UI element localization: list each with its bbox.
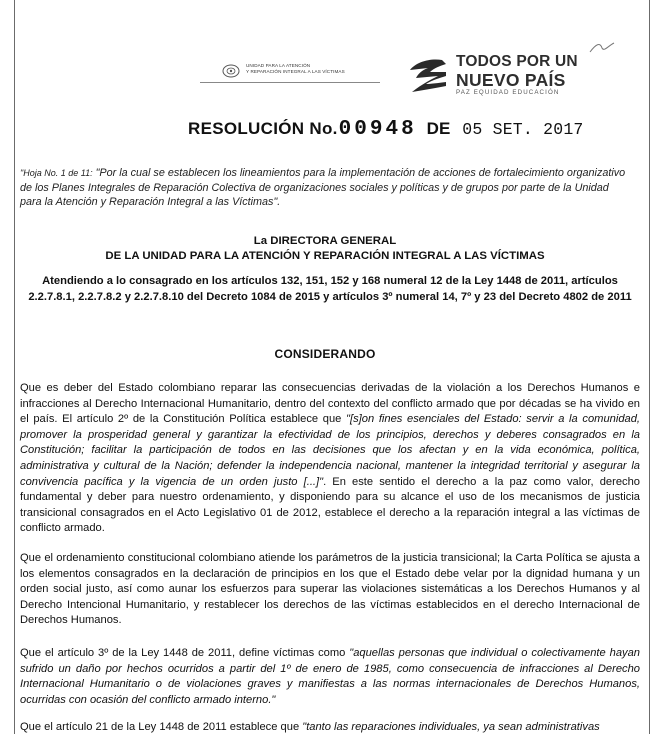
unit-logo-divider	[200, 82, 380, 83]
resolution-label: RESOLUCIÓN No.	[188, 119, 338, 138]
director-heading	[20, 234, 630, 264]
paragraph-4-quote: "tanto las reparaciones individuales, ya sean administrativas	[302, 721, 600, 733]
unit-logo	[200, 58, 390, 92]
gov-logo	[398, 48, 588, 98]
paragraph-2: Que el ordenamiento constitucional colombiano atiende los parámetros de la justicia transicional; la Carta Política se ajusta a los elementos consagrados en la declaración de principios en los que el Estado debe velar por la dignidad humana y un orden social justo, así como aunar los esfuerzos para superar las violaciones sistemáticas a los Derechos Humanos y al Derecho Intencional Humanitario, y restablecer los derechos de las víctimas establecidos en el derecho Internacional de Derechos Humanos.	[20, 552, 640, 627]
gov-logo-line2: NUEVO PAÍS	[456, 70, 566, 90]
considerando-heading: CONSIDERANDO	[274, 347, 376, 361]
page-reference-label: "Hoja No. 1 de 11:	[20, 168, 93, 178]
paragraph-3-quote: "aquellas personas que individual o colectivamente hayan sufrido un daño por hechos ocurridos a partir del 1º de enero de 1985, como consecuencia de infracciones al Derecho Internacional Humanitario o de violaciones graves y manifiestas a las normas internacionales de Derechos Humanos, ocurridas con ocasión del conflicto armado interno."	[20, 647, 640, 706]
unit-logo-text	[246, 63, 345, 74]
legal-basis: Atendiendo a lo consagrado en los artículos 132, 151, 152 y 168 numeral 12 de la Ley 1448 de 2011, artículos 2.2.7.8.1, 2.2.7.8.2 y 2.2.7.8.10 del Decreto 1084 de 2015 y artículos 3º numeral 14, 7º y 23 del Decreto 4802 de 2011	[28, 275, 632, 303]
resolution-date: 05 SET. 2017	[462, 120, 584, 139]
paragraph-4-text-a: Que el artículo 21 de la Ley 1448 de 2011 establece que	[20, 721, 303, 733]
paragraph-1-quote: "[s]on fines esenciales del Estado: servir a la comunidad, promover la prosperidad general y garantizar la efectividad de los principios, derechos y deberes consagrados en la Constitución; facilitar la participación de todos en las decisiones que los afectan y en la vida económica, política, administrativa y cultural de la Nación; defender la independencia nacional, mantener la integridad territorial y asegurar la convivencia pacífica y la vigencia de un orden justo [...]"	[20, 413, 640, 488]
paragraph-1	[20, 381, 640, 537]
gov-logo-line1: TODOS POR UN	[456, 53, 578, 70]
paragraph-1-text-c: . En este sentido el derecho a la paz como valor, derecho fundamental y deber para nuestro ordenamiento, y disponiendo para su alcance el uso de los mecanismos de justicia transicional consagrados en el Acto Legislativo 01 de 2012, establece el derecho a la reparación integral a las víctimas de conflicto armado.	[20, 475, 640, 535]
paragraph-3	[20, 646, 640, 708]
director-unit: DE LA UNIDAD PARA LA ATENCIÓN Y REPARACIÓN INTEGRAL A LAS VÍCTIMAS	[105, 250, 545, 262]
unit-logo-line2: Y REPARACIÓN INTEGRAL A LAS VÍCTIMAS	[246, 68, 345, 74]
colombia-seal-icon	[222, 64, 240, 78]
resolution-de: DE	[426, 119, 451, 138]
director-title: La DIRECTORA GENERAL	[253, 235, 397, 247]
paragraph-3-text-a: Que el artículo 3º de la Ley 1448 de 2011, define víctimas como	[20, 647, 350, 659]
resolution-number: 00948	[338, 118, 417, 141]
unit-logo-line1: UNIDAD PARA LA ATENCIÓN	[246, 63, 311, 68]
page-reference-text: "Por la cual se establecen los lineamientos para la implementación de acciones de fortalecimiento organizativo de los Planes Integrales de Reparación Colectiva de organizaciones sociales y políticas y de grupos por parte de la Unidad para la Atención y Reparación Integral a las Víctimas".	[20, 167, 626, 208]
page-reference	[20, 166, 630, 210]
nuevo-pais-emblem-icon	[402, 56, 450, 96]
paragraph-1-text-a: Que es deber del Estado colombiano reparar las consecuencias derivadas de la violación a los Derechos Humanos e infracciones al Derecho Internacional Humanitario, dentro del contexto del conflicto armado que por décadas se ha vivido en el país. El artículo 2º de la Constitución Política establece que	[20, 382, 640, 426]
paragraph-4	[20, 720, 640, 736]
resolution-heading	[188, 118, 584, 141]
gov-logo-slogan: PAZ EQUIDAD EDUCACIÓN	[456, 89, 560, 96]
handwritten-mark-icon	[588, 40, 618, 56]
